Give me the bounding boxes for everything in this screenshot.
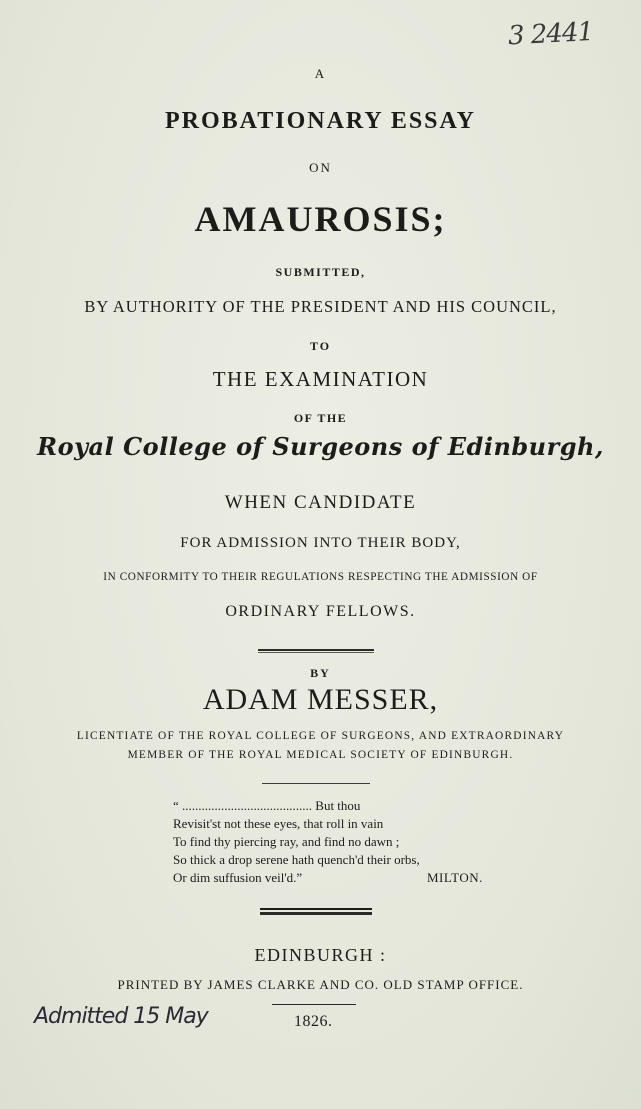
examination-line: THE EXAMINATION [212,367,429,391]
ornamental-rule [260,908,372,910]
title-on: ON [309,160,332,175]
epigraph-line: So thick a drop serene hath quench'd their orbs, [173,852,420,867]
author-credentials: LICENTIATE OF THE ROYAL COLLEGE OF SURGEONS, AND EXTRAORDINARY [76,730,565,742]
epigraph [173,797,503,887]
divider-rule [262,783,370,784]
imprint-city: EDINBURGH : [254,945,387,965]
divider-rule [272,1004,356,1005]
to-line: TO [309,339,332,353]
epigraph-line: Or dim suffusion veil'd.” [173,870,303,885]
handwritten-shelfmark: 3 2441 [507,16,594,52]
author-name: ADAM MESSER, [202,683,439,716]
handwritten-annotation: Admitted 15 May [34,1004,208,1029]
ordinary-fellows-line: ORDINARY FELLOWS. [225,603,416,620]
admission-line: FOR ADMISSION INTO THEIR BODY, [180,535,461,551]
authority-line: BY AUTHORITY OF THE PRESIDENT AND HIS COUNCIL, [84,297,557,316]
author-membership: MEMBER OF THE ROYAL MEDICAL SOCIETY OF EDINBURGH. [127,749,514,761]
imprint-year: 1826. [294,1013,333,1030]
candidate-line: WHEN CANDIDATE [224,492,417,513]
divider-rule [258,652,374,653]
conformity-line: IN CONFORMITY TO THEIR REGULATIONS RESPECTING THE ADMISSION OF [103,571,538,583]
subject-heading: AMAUROSIS; [194,199,447,239]
epigraph-line: To find thy piercing ray, and find no dawn ; [173,834,400,849]
epigraph-line: “ ........................................ But thou [173,798,361,813]
epigraph-line: Revisit'st not these eyes, that roll in vain [173,816,384,831]
divider-rule [258,649,374,651]
submitted-line: SUBMITTED, [275,265,366,279]
imprint-printer: PRINTED BY JAMES CLARKE AND CO. OLD STAMP OFFICE. [117,977,524,992]
epigraph-attribution: MILTON. [427,870,483,885]
page-title: PROBATIONARY ESSAY [165,108,476,134]
college-name: Royal College of Surgeons of Edinburgh, [37,432,604,461]
title-article: A [314,66,327,81]
ornamental-rule [260,912,372,915]
of-the-line: OF THE [293,411,348,425]
by-line: BY [310,666,331,680]
